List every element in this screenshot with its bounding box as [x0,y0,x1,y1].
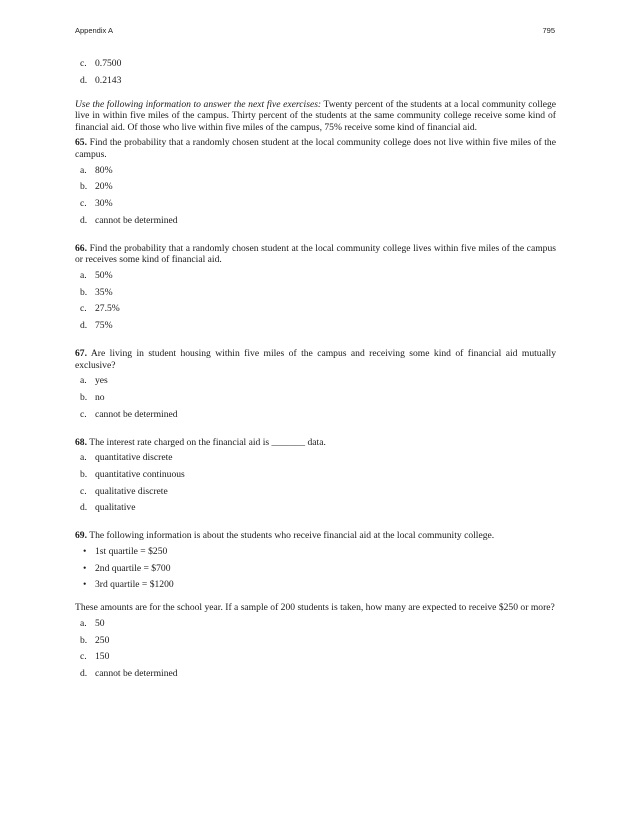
option-letter: b. [80,181,88,193]
bullet-item [75,579,556,591]
bullet-mark: • [83,545,87,557]
option-text: 250 [95,634,110,646]
question-65 [75,137,556,160]
q69-bullets [75,546,556,591]
option-text: 20% [95,181,113,193]
option-letter: a. [80,269,87,281]
bullet-item [75,546,556,558]
option-text: cannot be determined [95,668,178,680]
option-text: qualitative discrete [95,485,168,497]
option-text: 0.7500 [95,58,122,69]
bullet-text: 3rd quartile = $1200 [95,579,174,591]
option-letter: d. [80,668,88,680]
question-number: 66. [75,242,87,254]
question-66 [75,243,556,266]
option-item [75,469,556,481]
option-letter: c. [80,408,87,420]
option-item [75,392,556,404]
q69-options [75,618,556,680]
option-item [75,409,556,421]
option-item [75,502,556,514]
option-text: cannot be determined [95,408,178,420]
option-item [75,75,556,87]
option-item [75,618,556,630]
option-letter: c. [80,303,87,315]
intro-italic-lead: Use the following information to answer the next five exercises: [75,98,322,110]
option-text: 50% [95,269,113,281]
question-69-followup: These amounts are for the school year. If a sample of 200 students is taken, how many are expected to receive $250 or more? [75,602,555,614]
question-number: 68. [75,436,87,448]
option-item [75,668,556,680]
q66-options [75,270,556,332]
question-67 [75,348,556,371]
option-letter: a. [80,452,87,464]
bullet-mark: • [83,562,87,574]
question-text: Find the probability that a randomly chosen student at the local community college does not live within five miles of the campus. [75,137,556,160]
option-letter: b. [80,391,88,403]
option-letter: c. [80,58,87,69]
option-letter: d. [80,320,88,332]
q68-options [75,452,556,514]
option-letter: d. [80,74,88,86]
option-item [75,635,556,647]
question-68 [75,437,556,449]
question-text: Are living in student housing within five miles of the campus and receiving some kind of financial aid mutually exclusive? [75,347,556,371]
question-number: 69. [75,530,87,542]
option-letter: a. [80,617,87,629]
option-item [75,486,556,498]
option-item [75,165,556,177]
question-69 [75,530,556,542]
q67-options [75,375,556,420]
running-header [75,26,555,38]
option-item [75,651,556,663]
option-item [75,303,556,315]
intro-text: Twenty percent of the students at a local community college live in within five miles of the campus. Thirty percent of the students at the same community college receive some kind of financial aid. Of those who live within five miles of the campus, 75% receive some kind of financial aid. [75,98,557,133]
option-text: cannot be determined [95,214,178,226]
option-text: quantitative continuous [95,468,185,480]
bullet-item [75,563,556,575]
bullet-text: 1st quartile = $250 [95,545,168,557]
option-letter: c. [80,198,87,210]
question-text: The following information is about the students who receive financial aid at the local community college. [87,530,495,542]
option-text: qualitative [95,502,136,514]
option-item [75,58,556,70]
option-item [75,452,556,464]
header-section-title: Appendix A [75,26,113,35]
option-text: 35% [95,286,113,298]
option-item [75,181,556,193]
previous-options [75,58,556,86]
option-text: 80% [95,164,113,176]
q65-options [75,165,556,227]
option-letter: c. [80,651,87,663]
option-letter: a. [80,164,87,176]
question-number: 65. [75,137,87,149]
option-text: yes [95,375,108,387]
option-item [75,320,556,332]
option-text: 30% [95,198,113,210]
option-letter: d. [80,502,88,514]
option-item [75,287,556,299]
option-item [75,215,556,227]
option-letter: a. [80,375,87,387]
option-text: quantitative discrete [95,452,173,464]
exercise-intro [75,99,556,134]
option-text: 0.2143 [95,74,122,86]
page-number: 795 [542,26,555,35]
option-text: 27.5% [95,303,120,315]
option-letter: c. [80,485,87,497]
option-letter: b. [80,286,88,298]
option-letter: b. [80,634,88,646]
option-letter: d. [80,214,88,226]
option-text: no [95,391,105,403]
option-text: 150 [95,651,110,663]
option-item [75,270,556,282]
page-body [75,58,556,685]
option-text: 75% [95,320,113,332]
bullet-mark: • [83,579,87,591]
option-letter: b. [80,468,88,480]
question-text: Find the probability that a randomly chosen student at the local community college lives within five miles of the campus or receives some kind of financial aid. [75,242,556,266]
option-item [75,375,556,387]
question-text: The interest rate charged on the financial aid is _______ data. [87,436,326,448]
option-item [75,198,556,210]
question-number: 67. [75,347,87,359]
option-text: 50 [95,617,105,629]
bullet-text: 2nd quartile = $700 [95,562,171,574]
